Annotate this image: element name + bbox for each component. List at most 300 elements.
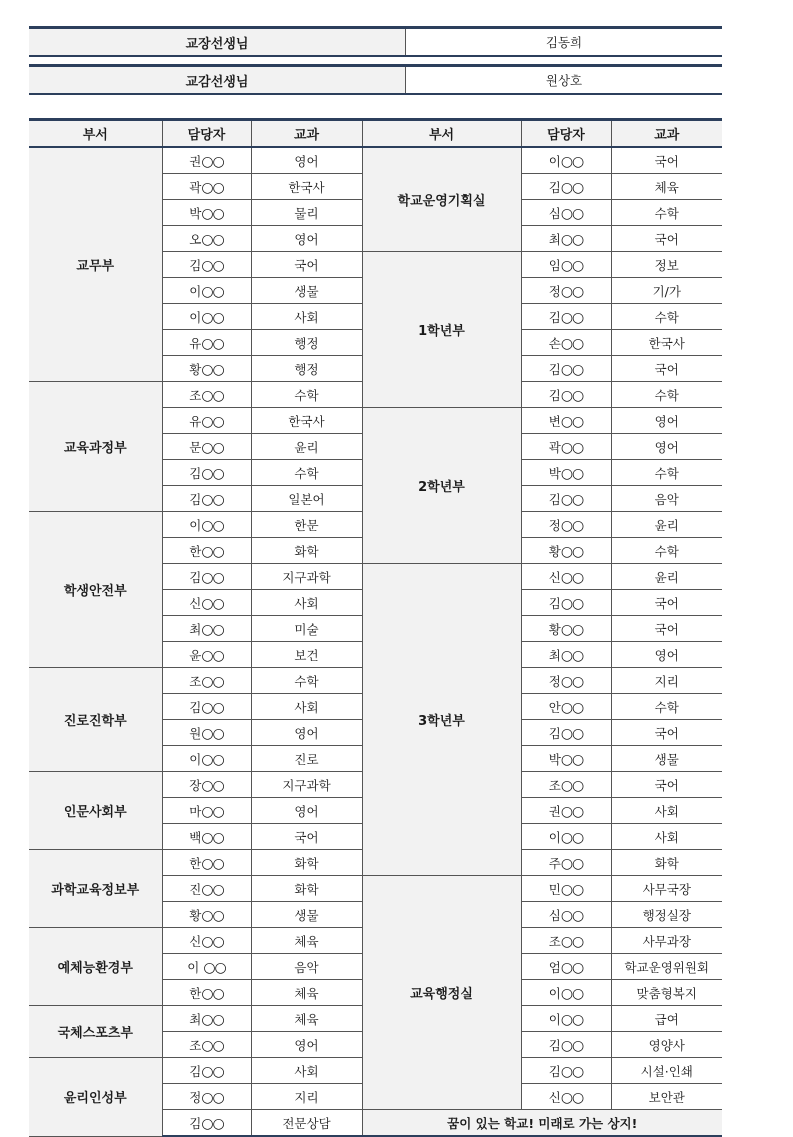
staff-name xyxy=(162,902,251,928)
left-dept-cell: 예체능환경부 xyxy=(29,928,162,1006)
masked-name-icon: ○○ xyxy=(201,361,224,378)
masked-name-icon: ○○ xyxy=(560,465,584,482)
staff-surname: 정 xyxy=(548,673,561,689)
staff-surname: 권 xyxy=(189,153,202,169)
right-dept-cell: 2학년부 xyxy=(362,408,521,564)
staff-name xyxy=(521,928,611,954)
masked-name-icon: ○○ xyxy=(201,1115,224,1132)
masked-name-icon: ○○ xyxy=(201,491,224,508)
staff-surname: 김 xyxy=(548,387,561,403)
staff-surname: 이 xyxy=(548,1011,561,1027)
staff-surname: 이 xyxy=(189,751,202,767)
staff-surname: 신 xyxy=(189,933,202,949)
masked-name-icon: ○○ xyxy=(560,153,584,170)
staff-subject: 사회 xyxy=(611,798,722,824)
staff-name xyxy=(162,330,251,356)
masked-name-icon: ○○ xyxy=(201,933,224,950)
staff-subject: 한국사 xyxy=(251,174,362,200)
masked-name-icon: ○○ xyxy=(201,153,224,170)
staff-surname: 김 xyxy=(548,179,561,195)
left-dept-cell: 과학교육정보부 xyxy=(29,850,162,928)
masked-name-icon: ○○ xyxy=(201,777,224,794)
staff-name xyxy=(521,408,611,434)
staff-name xyxy=(162,980,251,1006)
masked-name-icon: ○○ xyxy=(560,439,584,456)
staff-surname: 심 xyxy=(548,907,561,923)
staff-surname: 정 xyxy=(189,1089,202,1105)
staff-subject: 학교운영위원회 xyxy=(611,954,722,980)
masked-name-icon: ○○ xyxy=(560,1089,584,1106)
staff-name xyxy=(162,512,251,538)
staff-subject: 생물 xyxy=(251,278,362,304)
right-dept-cell: 교육행정실 xyxy=(362,876,521,1110)
staff-name xyxy=(521,304,611,330)
principal-label: 교장선생님 xyxy=(29,29,406,55)
staff-subject: 물리 xyxy=(251,200,362,226)
staff-name xyxy=(521,486,611,512)
staff-name xyxy=(162,226,251,252)
staff-surname: 김 xyxy=(189,257,202,273)
staff-subject: 영어 xyxy=(251,147,362,174)
staff-name xyxy=(521,330,611,356)
masked-name-icon: ○○ xyxy=(560,413,584,430)
header-subject-right: 교과 xyxy=(611,120,722,148)
staff-surname: 박 xyxy=(548,465,561,481)
masked-name-icon: ○○ xyxy=(201,205,224,222)
staff-name xyxy=(162,278,251,304)
staff-surname: 정 xyxy=(548,517,561,533)
staff-surname: 권 xyxy=(548,803,561,819)
masked-name-icon: ○○ xyxy=(560,309,584,326)
staff-surname: 원 xyxy=(189,725,202,741)
staff-name xyxy=(521,668,611,694)
staff-name xyxy=(162,798,251,824)
staff-subject: 행정 xyxy=(251,330,362,356)
masked-name-icon: ○○ xyxy=(201,413,224,430)
staff-surname: 유 xyxy=(189,335,202,351)
staff-subject: 보건 xyxy=(251,642,362,668)
staff-surname: 신 xyxy=(548,569,561,585)
staff-surname: 조 xyxy=(189,1037,202,1053)
staff-subject: 보안관 xyxy=(611,1084,722,1110)
staff-subject: 체육 xyxy=(251,928,362,954)
staff-subject: 국어 xyxy=(611,772,722,798)
masked-name-icon: ○○ xyxy=(201,1089,224,1106)
staff-subject: 시설·인쇄 xyxy=(611,1058,722,1084)
header-dept-left: 부서 xyxy=(29,120,162,148)
staff-subject: 한국사 xyxy=(611,330,722,356)
masked-name-icon: ○○ xyxy=(560,543,584,560)
staff-name xyxy=(521,1006,611,1032)
staff-surname: 김 xyxy=(189,1115,202,1131)
staff-subject: 기/가 xyxy=(611,278,722,304)
staff-surname: 김 xyxy=(189,465,202,481)
staff-name xyxy=(521,980,611,1006)
left-dept-cell: 윤리인성부 xyxy=(29,1058,162,1137)
staff-surname: 황 xyxy=(548,621,561,637)
masked-name-icon: ○○ xyxy=(560,647,584,664)
masked-name-icon: ○○ xyxy=(201,569,224,586)
staff-name xyxy=(162,538,251,564)
right-dept-cell: 학교운영기획실 xyxy=(362,147,521,252)
staff-subject: 윤리 xyxy=(251,434,362,460)
staff-surname: 이 xyxy=(548,829,561,845)
staff-name xyxy=(162,1032,251,1058)
staff-surname: 이 xyxy=(548,985,561,1001)
masked-name-icon: ○○ xyxy=(201,673,224,690)
table-header-row xyxy=(29,120,722,148)
staff-name xyxy=(162,720,251,746)
staff-name xyxy=(521,876,611,902)
staff-name xyxy=(521,278,611,304)
masked-name-icon: ○○ xyxy=(201,387,224,404)
left-dept-cell: 국체스포츠부 xyxy=(29,1006,162,1058)
staff-subject: 영어 xyxy=(251,720,362,746)
staff-subject: 지구과학 xyxy=(251,564,362,590)
staff-surname: 이 xyxy=(189,309,202,325)
staff-surname: 이 xyxy=(187,959,204,975)
right-dept-cell: 1학년부 xyxy=(362,252,521,408)
staff-subject: 국어 xyxy=(251,824,362,850)
masked-name-icon: ○○ xyxy=(201,699,224,716)
left-dept-cell: 진로진학부 xyxy=(29,668,162,772)
staff-surname: 한 xyxy=(189,543,202,559)
staff-subject: 수학 xyxy=(611,200,722,226)
masked-name-icon: ○○ xyxy=(560,751,584,768)
masked-name-icon: ○○ xyxy=(201,647,224,664)
masked-name-icon: ○○ xyxy=(560,1011,584,1028)
staff-name xyxy=(162,824,251,850)
staff-subject: 영어 xyxy=(251,226,362,252)
masked-name-icon: ○○ xyxy=(201,855,224,872)
staff-surname: 김 xyxy=(189,569,202,585)
principal-row xyxy=(29,26,722,57)
staff-name xyxy=(521,798,611,824)
staff-subject: 수학 xyxy=(251,668,362,694)
staff-subject: 수학 xyxy=(611,538,722,564)
staff-subject: 영어 xyxy=(611,642,722,668)
staff-name xyxy=(521,538,611,564)
staff-subject: 수학 xyxy=(251,382,362,408)
staff-subject: 사회 xyxy=(251,304,362,330)
staff-name xyxy=(162,694,251,720)
left-dept-cell: 인문사회부 xyxy=(29,772,162,850)
staff-subject: 사무과장 xyxy=(611,928,722,954)
staff-subject: 사회 xyxy=(251,590,362,616)
staff-name xyxy=(162,486,251,512)
staff-subject: 일본어 xyxy=(251,486,362,512)
staff-table xyxy=(29,118,722,1137)
staff-name xyxy=(162,928,251,954)
staff-surname: 엄 xyxy=(548,959,561,975)
staff-name xyxy=(162,616,251,642)
staff-subject: 윤리 xyxy=(611,564,722,590)
masked-name-icon: ○○ xyxy=(560,517,584,534)
masked-name-icon: ○○ xyxy=(201,335,224,352)
staff-name xyxy=(521,824,611,850)
masked-name-icon: ○○ xyxy=(201,543,224,560)
staff-surname: 신 xyxy=(189,595,202,611)
staff-surname: 안 xyxy=(548,699,561,715)
masked-name-icon: ○○ xyxy=(201,465,224,482)
staff-subject: 사회 xyxy=(251,694,362,720)
staff-name xyxy=(162,382,251,408)
staff-surname: 황 xyxy=(189,907,202,923)
staff-surname: 오 xyxy=(189,231,202,247)
staff-surname: 조 xyxy=(548,933,561,949)
staff-name xyxy=(162,1110,251,1137)
staff-name xyxy=(521,356,611,382)
staff-name xyxy=(521,850,611,876)
staff-subject: 급여 xyxy=(611,1006,722,1032)
staff-name xyxy=(162,147,251,174)
masked-name-icon: ○○ xyxy=(201,907,224,924)
vice-principal-row xyxy=(29,64,722,95)
masked-name-icon: ○○ xyxy=(560,621,584,638)
staff-subject: 체육 xyxy=(611,174,722,200)
staff-surname: 곽 xyxy=(189,179,202,195)
masked-name-icon: ○○ xyxy=(201,231,224,248)
staff-surname: 김 xyxy=(548,309,561,325)
staff-name xyxy=(521,1032,611,1058)
masked-name-icon: ○○ xyxy=(201,179,224,196)
staff-surname: 진 xyxy=(189,881,202,897)
staff-name xyxy=(521,434,611,460)
masked-name-icon: ○○ xyxy=(560,205,584,222)
masked-name-icon: ○○ xyxy=(201,1063,224,1080)
masked-name-icon: ○○ xyxy=(560,699,584,716)
staff-name xyxy=(521,564,611,590)
staff-surname: 김 xyxy=(189,699,202,715)
staff-name xyxy=(162,1006,251,1032)
masked-name-icon: ○○ xyxy=(560,959,584,976)
masked-name-icon: ○○ xyxy=(201,881,224,898)
staff-surname: 신 xyxy=(548,1089,561,1105)
staff-name xyxy=(162,1058,251,1084)
left-dept-cell: 교육과정부 xyxy=(29,382,162,512)
staff-surname: 김 xyxy=(189,1063,202,1079)
table-row xyxy=(29,147,722,174)
staff-subject: 수학 xyxy=(611,460,722,486)
masked-name-icon: ○○ xyxy=(201,751,224,768)
masked-name-icon: ○○ xyxy=(201,1037,224,1054)
staff-subject: 수학 xyxy=(611,694,722,720)
staff-name xyxy=(162,460,251,486)
header-subject-left: 교과 xyxy=(251,120,362,148)
staff-name xyxy=(521,1058,611,1084)
staff-subject: 사회 xyxy=(251,1058,362,1084)
masked-name-icon: ○○ xyxy=(201,985,224,1002)
staff-subject: 화학 xyxy=(251,876,362,902)
staff-subject: 진로 xyxy=(251,746,362,772)
staff-surname: 조 xyxy=(548,777,561,793)
staff-subject: 지리 xyxy=(611,668,722,694)
masked-name-icon: ○○ xyxy=(560,777,584,794)
staff-subject: 음악 xyxy=(251,954,362,980)
staff-name xyxy=(162,564,251,590)
masked-name-icon: ○○ xyxy=(560,907,584,924)
masked-name-icon: ○○ xyxy=(201,803,224,820)
staff-surname: 임 xyxy=(548,257,561,273)
staff-name xyxy=(162,174,251,200)
staff-name xyxy=(162,304,251,330)
staff-subject: 수학 xyxy=(611,304,722,330)
staff-surname: 유 xyxy=(189,413,202,429)
staff-surname: 주 xyxy=(548,855,561,871)
staff-subject: 정보 xyxy=(611,252,722,278)
staff-name xyxy=(521,1084,611,1110)
staff-surname: 김 xyxy=(189,491,202,507)
staff-surname: 장 xyxy=(189,777,202,793)
masked-name-icon: ○○ xyxy=(560,179,584,196)
masked-name-icon: ○○ xyxy=(201,439,224,456)
staff-surname: 손 xyxy=(548,335,561,351)
staff-surname: 정 xyxy=(548,283,561,299)
masked-name-icon: ○○ xyxy=(560,283,584,300)
staff-name xyxy=(162,356,251,382)
staff-subject: 음악 xyxy=(611,486,722,512)
masked-name-icon: ○○ xyxy=(560,855,584,872)
left-dept-cell: 교무부 xyxy=(29,147,162,382)
staff-name xyxy=(521,252,611,278)
staff-name xyxy=(521,746,611,772)
staff-subject: 국어 xyxy=(611,356,722,382)
staff-name xyxy=(521,902,611,928)
staff-surname: 최 xyxy=(189,1011,202,1027)
staff-subject: 체육 xyxy=(251,980,362,1006)
staff-subject: 윤리 xyxy=(611,512,722,538)
staff-name xyxy=(521,694,611,720)
principal-name: 김동희 xyxy=(545,35,583,50)
masked-name-icon: ○○ xyxy=(560,491,584,508)
masked-name-icon: ○○ xyxy=(201,829,224,846)
masked-name-icon: ○○ xyxy=(560,569,584,586)
staff-surname: 이 xyxy=(189,283,202,299)
staff-name xyxy=(162,668,251,694)
vice-principal-label: 교감선생님 xyxy=(29,67,406,93)
masked-name-icon: ○○ xyxy=(560,231,584,248)
staff-surname: 김 xyxy=(548,491,561,507)
masked-name-icon: ○○ xyxy=(201,283,224,300)
staff-subject: 맞춤형복지 xyxy=(611,980,722,1006)
staff-subject: 화학 xyxy=(251,850,362,876)
staff-name xyxy=(521,616,611,642)
staff-subject: 영어 xyxy=(611,434,722,460)
staff-name xyxy=(162,200,251,226)
masked-name-icon: ○○ xyxy=(201,309,224,326)
staff-surname: 김 xyxy=(548,1063,561,1079)
masked-name-icon: ○○ xyxy=(560,933,584,950)
masked-name-icon: ○○ xyxy=(560,387,584,404)
staff-name xyxy=(521,720,611,746)
staff-name xyxy=(521,226,611,252)
staff-subject: 영어 xyxy=(251,798,362,824)
staff-surname: 윤 xyxy=(189,647,202,663)
masked-name-icon: ○○ xyxy=(560,803,584,820)
masked-name-icon: ○○ xyxy=(203,959,226,976)
staff-name xyxy=(521,512,611,538)
staff-name xyxy=(521,200,611,226)
staff-name xyxy=(162,1084,251,1110)
staff-subject: 지구과학 xyxy=(251,772,362,798)
staff-surname: 김 xyxy=(548,1037,561,1053)
staff-name xyxy=(521,382,611,408)
staff-subject: 영양사 xyxy=(611,1032,722,1058)
staff-subject: 국어 xyxy=(611,147,722,174)
staff-surname: 조 xyxy=(189,387,202,403)
staff-subject: 체육 xyxy=(251,1006,362,1032)
masked-name-icon: ○○ xyxy=(560,1037,584,1054)
staff-name xyxy=(162,746,251,772)
staff-subject: 한국사 xyxy=(251,408,362,434)
staff-surname: 마 xyxy=(189,803,202,819)
masked-name-icon: ○○ xyxy=(560,881,584,898)
staff-name xyxy=(521,954,611,980)
staff-subject: 생물 xyxy=(251,902,362,928)
masked-name-icon: ○○ xyxy=(560,673,584,690)
staff-subject: 전문상담 xyxy=(251,1110,362,1137)
staff-surname: 문 xyxy=(189,439,202,455)
staff-subject: 사무국장 xyxy=(611,876,722,902)
staff-surname: 이 xyxy=(548,153,561,169)
staff-subject: 국어 xyxy=(251,252,362,278)
masked-name-icon: ○○ xyxy=(560,335,584,352)
header-dept-right: 부서 xyxy=(362,120,521,148)
staff-subject: 수학 xyxy=(251,460,362,486)
staff-subject: 지리 xyxy=(251,1084,362,1110)
staff-name xyxy=(162,408,251,434)
staff-subject: 미술 xyxy=(251,616,362,642)
staff-subject: 영어 xyxy=(251,1032,362,1058)
staff-surname: 이 xyxy=(189,517,202,533)
staff-subject: 국어 xyxy=(611,226,722,252)
masked-name-icon: ○○ xyxy=(560,725,584,742)
staff-subject: 행정실장 xyxy=(611,902,722,928)
staff-name xyxy=(521,147,611,174)
staff-name xyxy=(521,460,611,486)
staff-surname: 박 xyxy=(548,751,561,767)
masked-name-icon: ○○ xyxy=(201,595,224,612)
staff-subject: 사회 xyxy=(611,824,722,850)
staff-surname: 최 xyxy=(548,231,561,247)
staff-subject: 생물 xyxy=(611,746,722,772)
staff-surname: 박 xyxy=(189,205,202,221)
staff-surname: 한 xyxy=(189,985,202,1001)
staff-surname: 황 xyxy=(189,361,202,377)
staff-name xyxy=(521,772,611,798)
masked-name-icon: ○○ xyxy=(560,257,584,274)
staff-name xyxy=(521,590,611,616)
staff-surname: 황 xyxy=(548,543,561,559)
staff-name xyxy=(162,434,251,460)
staff-subject: 영어 xyxy=(611,408,722,434)
staff-name xyxy=(162,772,251,798)
staff-subject: 국어 xyxy=(611,616,722,642)
masked-name-icon: ○○ xyxy=(560,985,584,1002)
staff-surname: 곽 xyxy=(548,439,561,455)
masked-name-icon: ○○ xyxy=(560,1063,584,1080)
masked-name-icon: ○○ xyxy=(201,725,224,742)
masked-name-icon: ○○ xyxy=(560,829,584,846)
staff-name xyxy=(521,642,611,668)
staff-surname: 변 xyxy=(548,413,561,429)
masked-name-icon: ○○ xyxy=(201,621,224,638)
staff-surname: 민 xyxy=(548,881,561,897)
staff-name xyxy=(521,174,611,200)
staff-subject: 국어 xyxy=(611,590,722,616)
school-slogan: 꿈이 있는 학교! 미래로 가는 상지! xyxy=(362,1110,722,1137)
staff-subject: 행정 xyxy=(251,356,362,382)
